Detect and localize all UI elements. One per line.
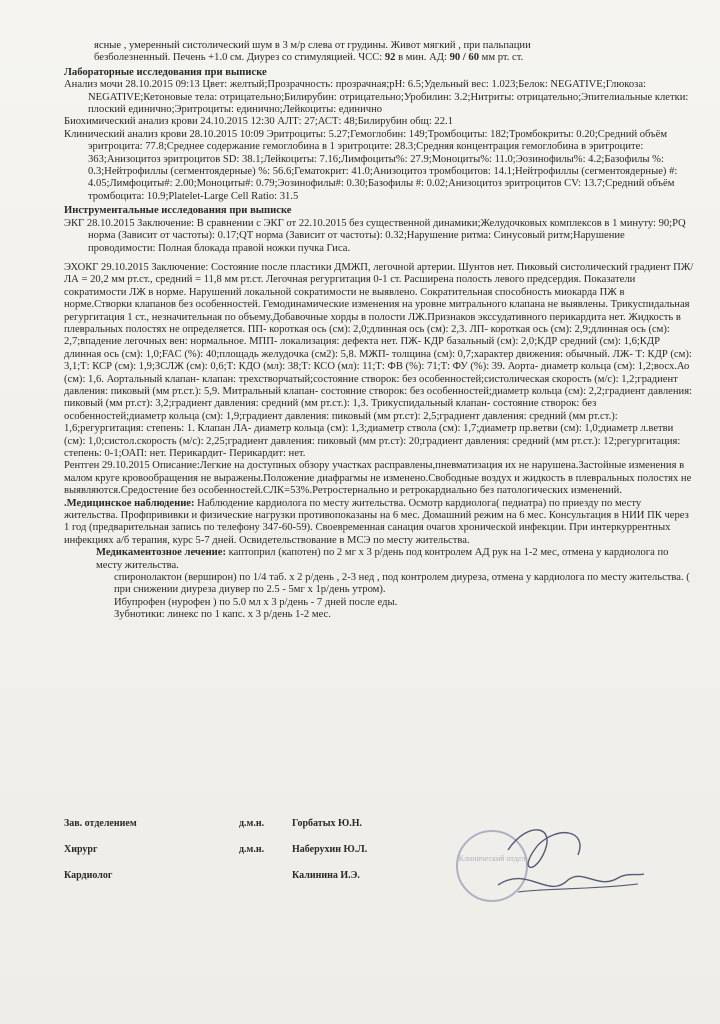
treatment-block — [64, 547, 694, 621]
treatment-captopril: Медикаментозное лечение: каптоприл (капотен) по 2 мг х 3 р/день под контролем АД рук на 1-2 мес, отмена у кардиолога по месту жительства. — [96, 547, 669, 571]
heart-rate-value: 92 — [384, 52, 396, 64]
echocardiography-result: ЭХОКГ 29.10.2015 Заключение: Состояние после пластики ДМЖП, легочной артерии. Шунтов нет. Пиковый систолический градиент ПЖ/ЛА = 20,2 мм рт.ст., средний = 11,8 мм рт.ст. Легочная регургитация 0-1 ст. Расширена полость левого предсердия. Показатели сократимости ЛЖ в норме. Нарушений локальной сократимости не выявлено. Сократительная способность миокарда ПЖ в норме.Створки клапанов без особенностей. Гемодинамические изменения на уровне митрального клапана не выявлены. Трикуспидальная регургитация 1 ст., незначительная по объему.Добавочные хорды в полости ЛЖ.Признаков экссудативного перикардита нет. Жидкость в плевральных полостях не определяется. ПП- короткая ось (см): 2,0;длинная ось (см): 2,3. ЛП- короткая ось (см): 2,9;длинная ось (см): 2,7;впадение легочных вен: нормальное. МПП- локализация: дефекта нет. ПЖ- КДР базальный (см): 2,0;КДР средний (см): 1,6;КДР длинная ось (см): 1,0;FAC (%): 40;площадь желудочка (см2): 5,8. МЖП- толщина (см): 0,7;характер движения: обычный. ЛЖ- Т: КДР (см): 3,1;Т: КСР (см): 1,9;ЗСЛЖ (см): 0,6;Т: КДО (мл): 38;Т: КСО (мл): 11;Т: ФВ (%): 71;Т: ФУ (%): 39. Аорта- диаметр кольца (см): 1,2;восх.Ао (см): 1,6. Аортальный клапан- клапан: трехстворчатый;состояние створок: без особенностей;систолическая скорость (м/с): 1,2;градиент давления: пиковый (мм рт.ст.): 5,9. Митральный клапан- состояние створок: без особенностей;диаметр кольца (см): 2,2;градиент давления: пиковый (мм рт.ст): 3,2;градиент давления: средний (мм рт.ст.): 1,3. Трикуспидальный клапан- состояние створок: без особенностей;диаметр кольца (см): 1,9;градиент давления: пиковый (мм рт.ст): 2,5;градиент давления: средний (мм рт.ст.): 1,6;регургитация: степень: 1. Клапан ЛА- диаметр кольца (см): 1,3;диаметр ствола (см): 1,7;диаметр пр.ветви (см): 1,0;диаметр л.ветви (см): 1,0;систол.скорость (м/с): 2,25;градиент давления: пиковый (мм рт.ст): 20;градиент давления: средний (мм рт.ст.): 12;регургитация: степень: 0-1;ОАП: нет. Перикардит- Перикардит: нет. — [64, 261, 694, 459]
labs-heading: Лабораторные исследования при выписке — [64, 66, 267, 78]
treatment-zubotiki: Зубнотики: линекс по 1 капс. х 3 р/день 1-2 мес. — [114, 609, 331, 621]
blood-analysis: Клинический анализ крови 28.10.2015 10:09 Эритроциты: 5.27;Гемоглобин: 149;Тромбоциты: 182;Тромбокриты: 0.20;Средний объём эритроцита: 77.8;Среднее содержание гемоглобина в 1 эритроците: 28.3;Средняя концентрация гемоглобина в эритроците: 363;Анизоцитоз эритроцитов SD: 38.1;Лейкоциты: 7.16;Лимфоциты%: 27.9;Моноциты%: 11.0;Эозинофилы%: 4.2;Базофилы %: 0.3;Нейтрофиллы (сегментоядерные) %: 56.6;Гематокрит: 41.0;Анизоцитоз тромбоцитов: 14.1;Нейтрофиллы (сегментоядерные) #: 4.05;Лимфоциты#: 2.00;Моноциты#: 0.79;Эозинофилы#: 0.30;Базофилы #: 0.02;Анизоцитоз эритроцитов CV: 13.7;Средний объём тромбоцита: 10.9;Platelet-Large Cell Ratio: 31.5 — [64, 128, 678, 202]
signature-row-surgeon: Хирург д.м.н. Наберухин Ю.Л. — [64, 844, 368, 855]
medical-observation: .Медицинское наблюдение: Наблюдение кардиолога по месту жительства. Осмотр кардиолога( педиатра) по приезду по месту жительства. Профпрививки и физические нагрузки противопоказаны на 6 мес. Домашний режим на 6 мес. Консультация в НИИ ПК через 1 год (предварительная запись по телефону 347-60-59). Своевременная санация очагов хронической инфекции. При интеркуррентных инфекциях а/б терапия, курс 5-7 дней. Освидетельствование в МСЭ по месту жительства. — [64, 497, 689, 546]
urine-analysis: Анализ мочи 28.10.2015 09:13 Цвет: желтый;Прозрачность: прозрачная;pH: 6.5;Удельный вес: 1.023;Белок: NEGATIVE;Глюкоза: NEGATIVE;Кетоновые тела: отрицательно;Билирубин: отрицательно;Уробилин: 3.2;Нитриты: отрицательно;Эпителиальные клетки: плоский единично;Эритроциты: единично;Лейкоциты: единично — [64, 79, 689, 116]
signature-row-cardiologist: Кардиолог Калинина И.Э. — [64, 870, 360, 881]
handwritten-signature — [468, 810, 648, 910]
biochemistry-analysis: Биохимический анализ крови 24.10.2015 12:30 АЛТ: 27;АСТ: 48;Билирубин общ: 22.1 — [64, 116, 453, 128]
signature-row-head: Зав. отделением д.м.н. Горбатых Ю.Н. — [64, 818, 363, 829]
xray-result: Рентген 29.10.2015 Описание:Легкие на доступных обзору участках расправлены,пневматизация их не нарушена.Застойные изменения в малом круге кровообращения не выражены.Положение диафрагмы не изменено.Свободные воздух и жидкость в плевральных полостях не выявляются.Средостение без особенностей.СЛК=53%.Ретростернально и ретрокардиально без патологических изменений. — [64, 460, 692, 497]
intro-line-2: безболезненный. Печень +1.0 см. Диурез со стимуляцией. ЧСС: 92 в мин. АД: 90 / 60 мм рт. ст. — [94, 52, 524, 64]
treatment-ibuprofen: Ибупрофен (нурофен ) по 5.0 мл х 3 р/день - 7 дней после еды. — [114, 596, 398, 608]
observation-heading: .Медицинское наблюдение: — [64, 497, 195, 509]
document-body — [64, 40, 694, 622]
ecg-result: ЭКГ 28.10.2015 Заключение: В сравнении с ЭКГ от 22.10.2015 без существенной динамики;Желудочковых комплексов в 1 минуту: 90;PQ норма (Зависит от частоты): 0.17;QT норма (Зависит от частоты): 0.32;Нарушение ритма: Синусовый ритм;Нарушение проводимости: Полная блокада правой ножки пучка Гиса. — [64, 217, 686, 254]
intro-line-1: ясные , умеренный систолический шум в 3 м/р слева от грудины. Живот мягкий , при пальпации — [94, 40, 531, 51]
clinic-stamp: Клинический отдел — [456, 830, 528, 902]
treatment-spironolactone: спиронолактон (верширон) по 1/4 таб. х 2 р/день , 2-3 нед , под контролем диуреза, отмена у кардиолога по месту жительства. ( при снижении диуреза диувер по 2.5 - 5мг х 1р/день утром). — [114, 572, 690, 596]
instrumental-heading: Инструментальные исследования при выписке — [64, 205, 292, 217]
blood-pressure-value: 90 / 60 — [449, 52, 479, 64]
treatment-heading: Медикаментозное лечение: — [96, 547, 227, 559]
